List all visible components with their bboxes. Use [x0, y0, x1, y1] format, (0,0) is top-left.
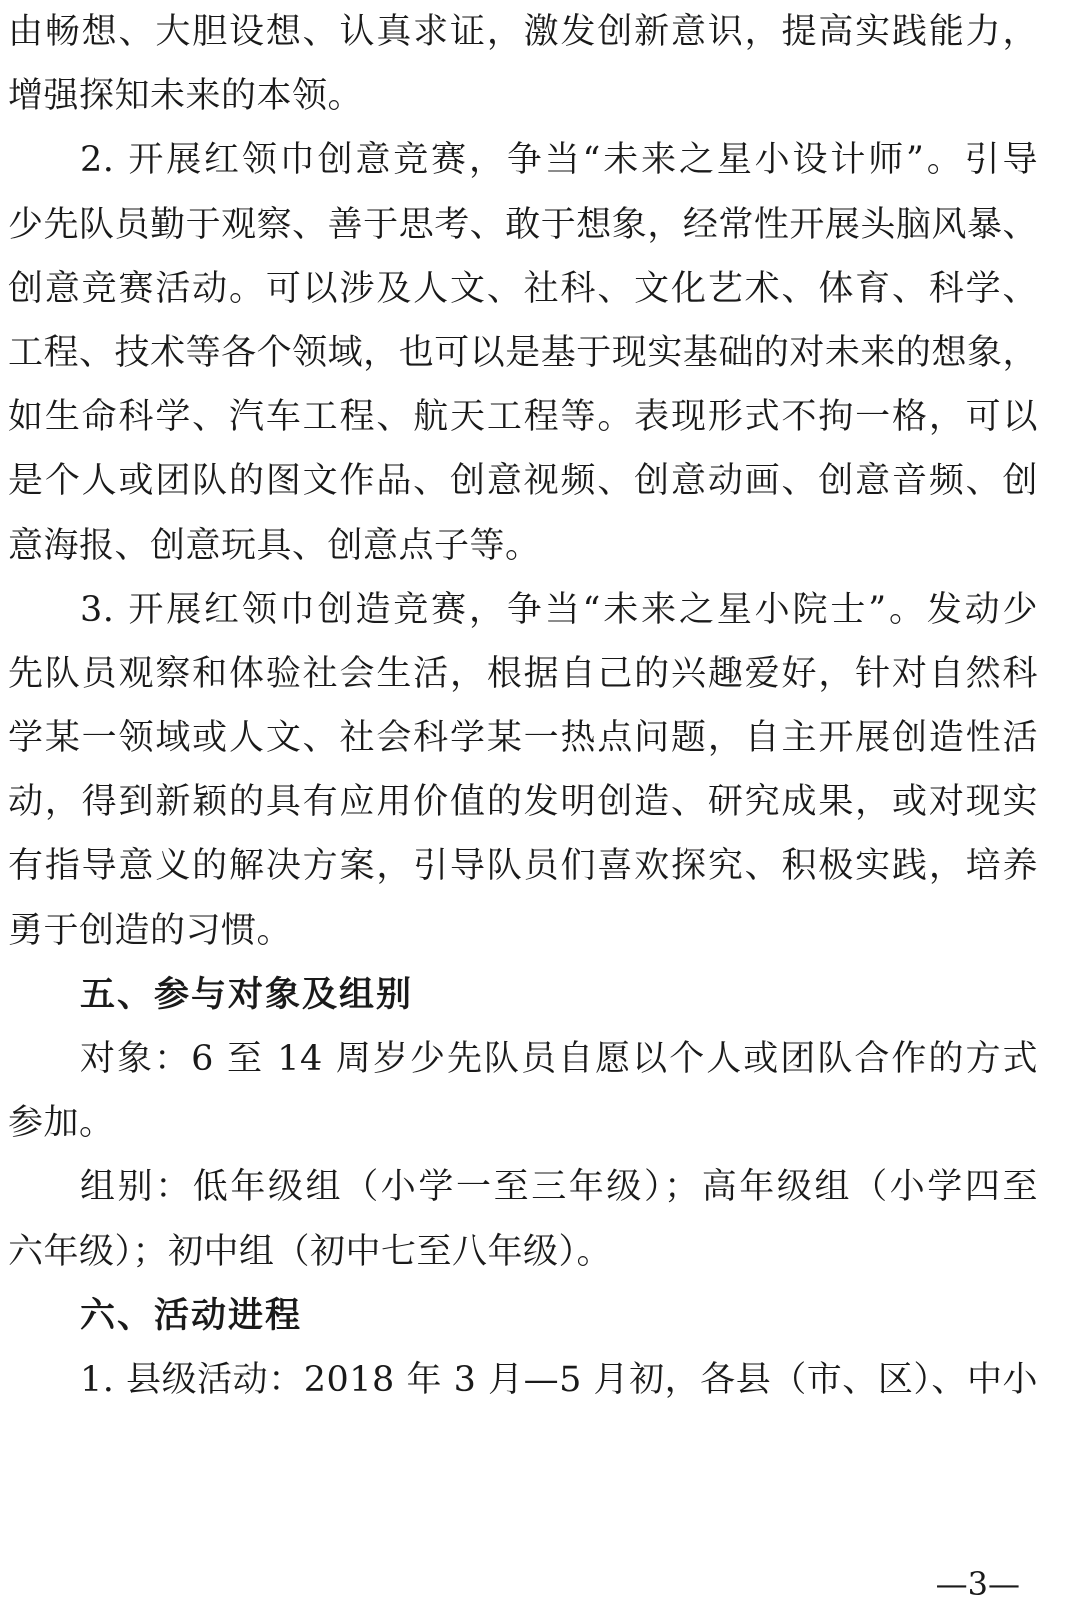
- section-heading: 六、活动进程: [80, 1295, 303, 1336]
- section-heading: 五、参与对象及组别: [80, 974, 414, 1015]
- page-number: —3—: [935, 1565, 1020, 1603]
- paragraph-line: 有指导意义的解决方案，引导队员们喜欢探究、积极实践，培养: [8, 846, 1038, 887]
- paragraph-line: 六年级）；初中组（初中七至八年级）。: [8, 1231, 613, 1272]
- document-body: [8, 0, 1038, 1412]
- paragraph-line: 3. 开展红领巾创造竞赛，争当“未来之星小院士”。发动少: [80, 589, 1038, 630]
- paragraph-line: 增强探知未来的本领。: [8, 76, 364, 117]
- paragraph-line: 对象：6 至 14 周岁少先队员自愿以个人或团队合作的方式: [80, 1039, 1038, 1079]
- paragraph-line: 先队员观察和体验社会生活，根据自己的兴趣爱好，针对自然科: [8, 653, 1038, 694]
- paragraph-line: 勇于创造的习惯。: [8, 910, 293, 951]
- paragraph-line: 动，得到新颖的具有应用价值的发明创造、研究成果，或对现实: [8, 782, 1038, 823]
- paragraph-line: 2. 开展红领巾创意竞赛，争当“未来之星小设计师”。引导: [80, 140, 1038, 181]
- paragraph-line: 1. 县级活动：2018 年 3 月—5 月初，各县（市、区）、中小: [80, 1359, 1038, 1400]
- paragraph-line: 工程、技术等各个领域，也可以是基于现实基础的对未来的想象，: [8, 332, 1038, 373]
- paragraph-line: 学某一领域或人文、社会科学某一热点问题，自主开展创造性活: [8, 718, 1038, 759]
- paragraph-line: 参加。: [8, 1103, 115, 1144]
- paragraph-line: 少先队员勤于观察、善于思考、敢于想象，经常性开展头脑风暴、: [8, 204, 1038, 245]
- paragraph-line: 如生命科学、汽车工程、航天工程等。表现形式不拘一格，可以: [8, 397, 1038, 438]
- paragraph-line: 意海报、创意玩具、创意点子等。: [8, 525, 541, 566]
- paragraph-line: 创意竞赛活动。可以涉及人文、社科、文化艺术、体育、科学、: [8, 268, 1038, 309]
- paragraph-line: 是个人或团队的图文作品、创意视频、创意动画、创意音频、创: [8, 461, 1038, 502]
- paragraph-line: 由畅想、大胆设想、认真求证，激发创新意识，提高实践能力，: [8, 12, 1038, 52]
- paragraph-line: 组别：低年级组（小学一至三年级）；高年级组（小学四至: [80, 1167, 1038, 1208]
